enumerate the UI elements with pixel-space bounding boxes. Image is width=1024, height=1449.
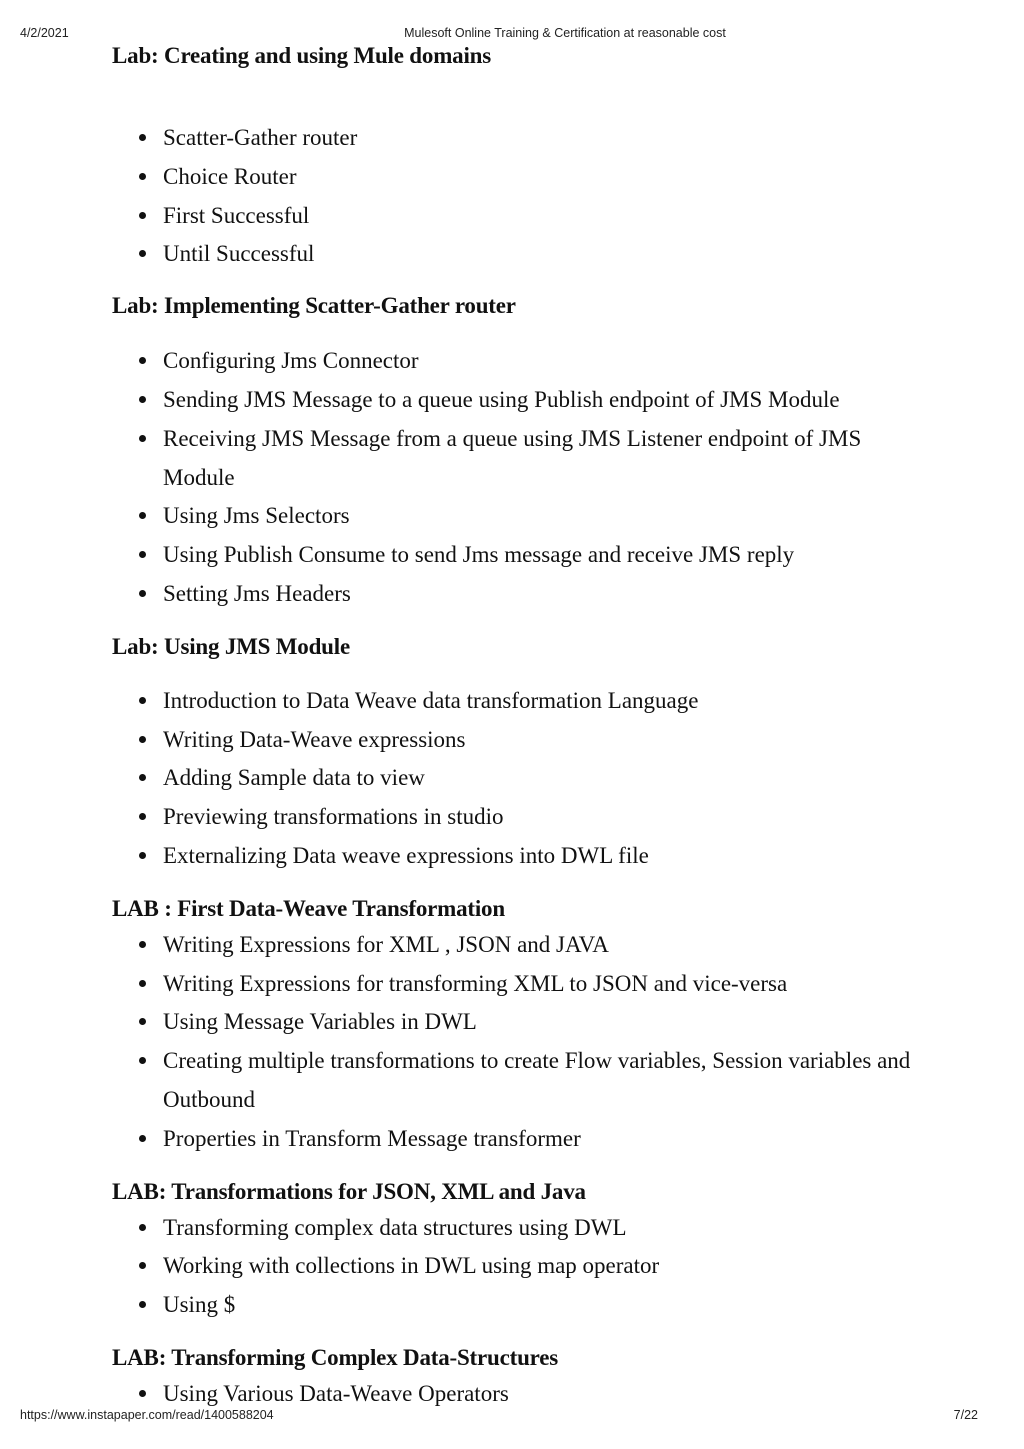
section-heading: Lab: Creating and using Mule domains — [112, 43, 491, 68]
list-item: Using $ — [163, 1286, 912, 1325]
bullet-icon — [139, 357, 146, 364]
list-item: Previewing transformations in studio — [163, 798, 912, 837]
bullet-list — [112, 682, 912, 876]
bullet-list — [112, 1209, 912, 1325]
page-number: 7/22 — [953, 1408, 978, 1422]
bullet-icon — [139, 512, 146, 519]
list-item: Adding Sample data to view — [163, 759, 912, 798]
bullet-icon — [139, 250, 146, 257]
list-item: Sending JMS Message to a queue using Publish endpoint of JMS Module — [163, 381, 912, 420]
section-heading: LAB : First Data-Weave Transformation — [112, 895, 505, 921]
bullet-icon — [139, 590, 146, 597]
list-item: Writing Expressions for transforming XML to JSON and vice-versa — [163, 965, 912, 1004]
bullet-list — [112, 119, 912, 274]
bullet-icon — [139, 813, 146, 820]
print-date: 4/2/2021 — [20, 26, 69, 40]
print-page-title: Mulesoft Online Training & Certification at reasonable cost — [404, 26, 726, 40]
bullet-list — [112, 342, 912, 614]
bullet-icon — [139, 1301, 146, 1308]
section-heading: LAB: Transforming Complex Data-Structures — [112, 1344, 559, 1370]
print-url: https://www.instapaper.com/read/1400588204 — [20, 1408, 274, 1422]
bullet-icon — [139, 1135, 146, 1142]
list-item: Using Various Data-Weave Operators — [163, 1375, 912, 1414]
list-item: Creating multiple transformations to create Flow variables, Session variables and Outbound — [163, 1042, 912, 1120]
list-item: Using Jms Selectors — [163, 497, 912, 536]
bullet-icon — [139, 941, 146, 948]
bullet-icon — [139, 396, 146, 403]
list-item: Writing Expressions for XML , JSON and JAVA — [163, 926, 912, 965]
section-heading: LAB: Transformations for JSON, XML and Java — [112, 1178, 586, 1204]
list-item: Externalizing Data weave expressions into DWL file — [163, 837, 912, 876]
list-item: Introduction to Data Weave data transformation Language — [163, 682, 912, 721]
list-item: Using Publish Consume to send Jms message and receive JMS reply — [163, 536, 912, 575]
list-item: First Successful — [163, 197, 912, 236]
bullet-icon — [139, 551, 146, 558]
bullet-icon — [139, 1018, 146, 1025]
list-item: Choice Router — [163, 158, 912, 197]
print-footer — [0, 1408, 1024, 1424]
bullet-icon — [139, 435, 146, 442]
bullet-icon — [139, 697, 146, 704]
bullet-icon — [139, 134, 146, 141]
bullet-list — [112, 926, 912, 1159]
article-body — [112, 40, 912, 1414]
list-item: Properties in Transform Message transformer — [163, 1120, 912, 1159]
bullet-icon — [139, 1390, 146, 1397]
list-item: Scatter-Gather router — [163, 119, 912, 158]
list-item: Working with collections in DWL using map operator — [163, 1247, 912, 1286]
list-item: Setting Jms Headers — [163, 575, 912, 614]
list-item: Receiving JMS Message from a queue using JMS Listener endpoint of JMS Module — [163, 420, 912, 498]
section-heading: Lab: Using JMS Module — [112, 633, 350, 659]
list-item: Configuring Jms Connector — [163, 342, 912, 381]
list-item: Using Message Variables in DWL — [163, 1003, 912, 1042]
bullet-icon — [139, 774, 146, 781]
bullet-icon — [139, 1224, 146, 1231]
bullet-icon — [139, 173, 146, 180]
bullet-icon — [139, 1262, 146, 1269]
list-item: Until Successful — [163, 235, 912, 274]
section-heading: Lab: Implementing Scatter-Gather router — [112, 293, 516, 319]
bullet-icon — [139, 1057, 146, 1064]
bullet-icon — [139, 212, 146, 219]
bullet-icon — [139, 980, 146, 987]
list-item: Transforming complex data structures using DWL — [163, 1209, 912, 1248]
list-item: Writing Data-Weave expressions — [163, 721, 912, 760]
bullet-icon — [139, 852, 146, 859]
bullet-icon — [139, 736, 146, 743]
